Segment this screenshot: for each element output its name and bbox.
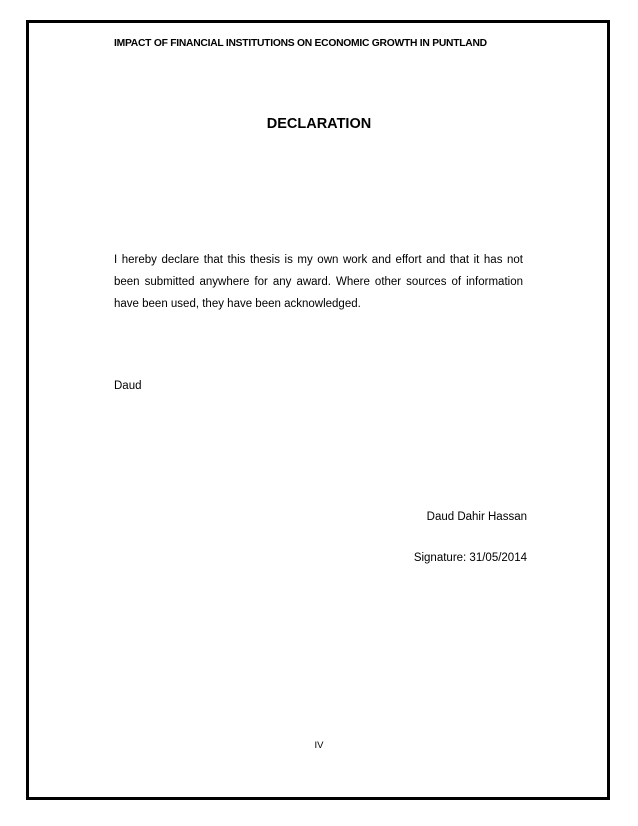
declaration-statement: I hereby declare that this thesis is my own work and effort and that it has not been submitted anywhere for any award. Where other sources of information have been used, they have been acknowledged. — [114, 254, 523, 310]
page-number: IV — [314, 740, 324, 751]
author-short-name: Daud — [114, 380, 142, 392]
page-title: DECLARATION — [266, 116, 372, 132]
running-header: IMPACT OF FINANCIAL INSTITUTIONS ON ECONOMIC GROWTH IN PUNTLAND — [114, 38, 487, 49]
signature-date: Signature: 31/05/2014 — [413, 552, 527, 564]
page-border — [26, 20, 610, 800]
author-full-name: Daud Dahir Hassan — [426, 511, 527, 523]
